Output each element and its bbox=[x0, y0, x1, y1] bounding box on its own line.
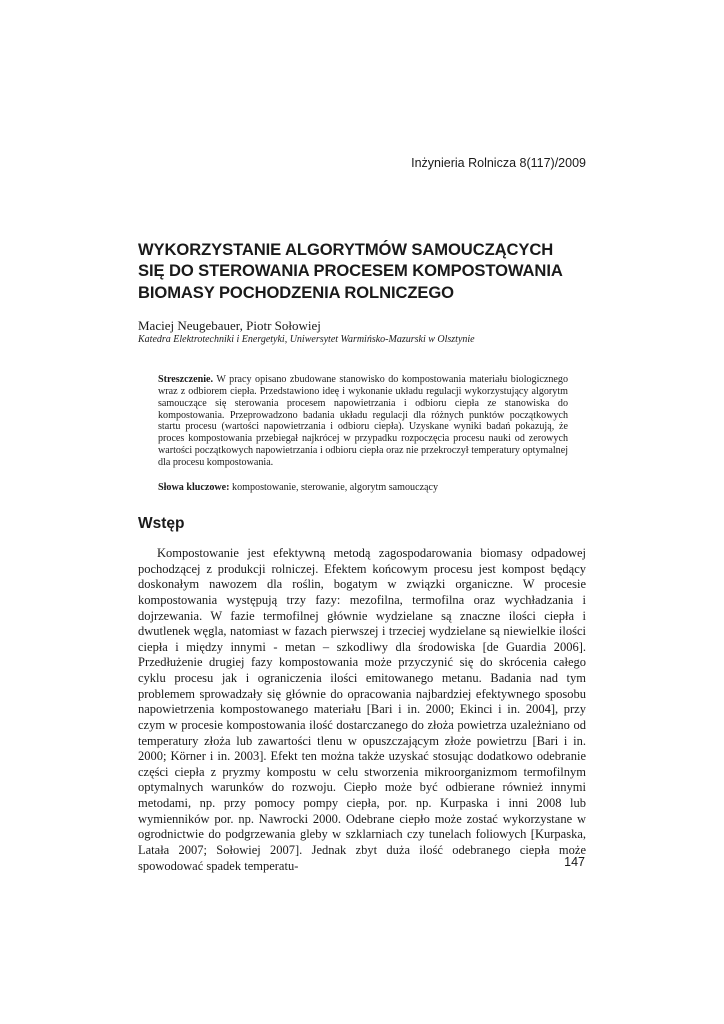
keywords bbox=[158, 482, 578, 493]
abstract-text: W pracy opisano zbudowane stanowisko do kompostowania materiału biologicznego wraz z odbiorem ciepła. Przedstawiono ideę i wykonanie układu regulacji wykorzystujący algorytm samouczące się sterowania procesem napowietrzania i odbioru ciepła ze stanowiska do kompostowania. Przeprowadzono badania układu regulacji dla różnych punktów początkowych startu procesu (wartości napowietrzania i odbioru ciepła). Uzyskane wyniki badań pokazują, że proces kompostowania przebiegał najkrócej w przypadku rozpoczęcia procesu nauki od zerowych wartości początkowych napowietrzania i odbioru ciepła oraz nie przekroczył temperatury optymalnej dla procesu kompostowania. bbox=[158, 374, 568, 468]
journal-header: Inżynieria Rolnicza 8(117)/2009 bbox=[411, 156, 586, 170]
section-heading: Wstęp bbox=[138, 515, 185, 532]
title-line: WYKORZYSTANIE ALGORYTMÓW SAMOUCZĄCYCH bbox=[138, 240, 554, 259]
keywords-text: kompostowanie, sterowanie, algorytm samouczący bbox=[232, 482, 439, 493]
keywords-label: Słowa kluczowe: bbox=[158, 482, 230, 493]
abstract bbox=[158, 374, 568, 469]
title-line: SIĘ DO STEROWANIA PROCESEM KOMPOSTOWANIA bbox=[138, 261, 563, 281]
article-title bbox=[138, 239, 598, 303]
authors: Maciej Neugebauer, Piotr Sołowiej bbox=[138, 318, 321, 333]
title-line: BIOMASY POCHODZENIA ROLNICZEGO bbox=[138, 282, 454, 302]
abstract-label: Streszczenie. bbox=[158, 374, 214, 385]
page-number: 147 bbox=[564, 855, 585, 869]
body-paragraph: Kompostowanie jest efektywną metodą zagospodarowania biomasy odpadowej pochodzącej z produkcji rolniczej. Efektem końcowym procesu jest kompost będący doskonałym nawozem dla roślin, bogatym w związki organiczne. W procesie kompostowania występują trzy fazy: mezofilna, termofilna oraz wychładzania i dojrzewania. W fazie termofilnej głównie wydzielane są znaczne ilości ciepła i dwutlenek węgla, natomiast w fazach pierwszej i trzeciej wydzielane są niewielkie ilości ciepła i między innymi - metan – szkodliwy dla środowiska [de Guardia 2006]. Przedłużenie drugiej fazy kompostowania może przyczynić się do skrócenia całego cyklu procesu jak i ograniczenia ilości emitowanego metanu. Badania nad tym problemem sprowadzały się głównie do opracowania najbardziej efektywnego sposobu napowietrzenia kompostowanego materiału [Bari i in. 2000; Ekinci i in. 2004], przy czym w procesie kompostowania ilość dostarczanego do złoża powietrza uzależniano od temperatury złoża lub zawartości tlenu w opuszczającym złoże powietrzu [Bari i in. 2000; Körner i in. 2003]. Efekt ten można także uzyskać stosując dodatkowo odebranie części ciepła z pryzmy kompostu w celu stworzenia mikroorganizmom termofilnym optymalnych warunków do rozwoju. Ciepło może być odbierane również innymi metodami, np. przy pomocy pompy ciepła, por. np. Kurpaska i inni 2008 lub wymienników por. np. Nawrocki 2000. Odebrane ciepło może zostać wykorzystane w ogrodnictwie do podgrzewania gleby w szklarniach czy tunelach foliowych [Kurpaska, Latała 2007; Sołowiej 2007]. Jednak zbyt duża ilość odebranego ciepła może spowodować spadek temperatu- bbox=[138, 546, 586, 873]
affiliation: Katedra Elektrotechniki i Energetyki, Uniwersytet Warmińsko-Mazurski w Olsztynie bbox=[138, 334, 475, 345]
